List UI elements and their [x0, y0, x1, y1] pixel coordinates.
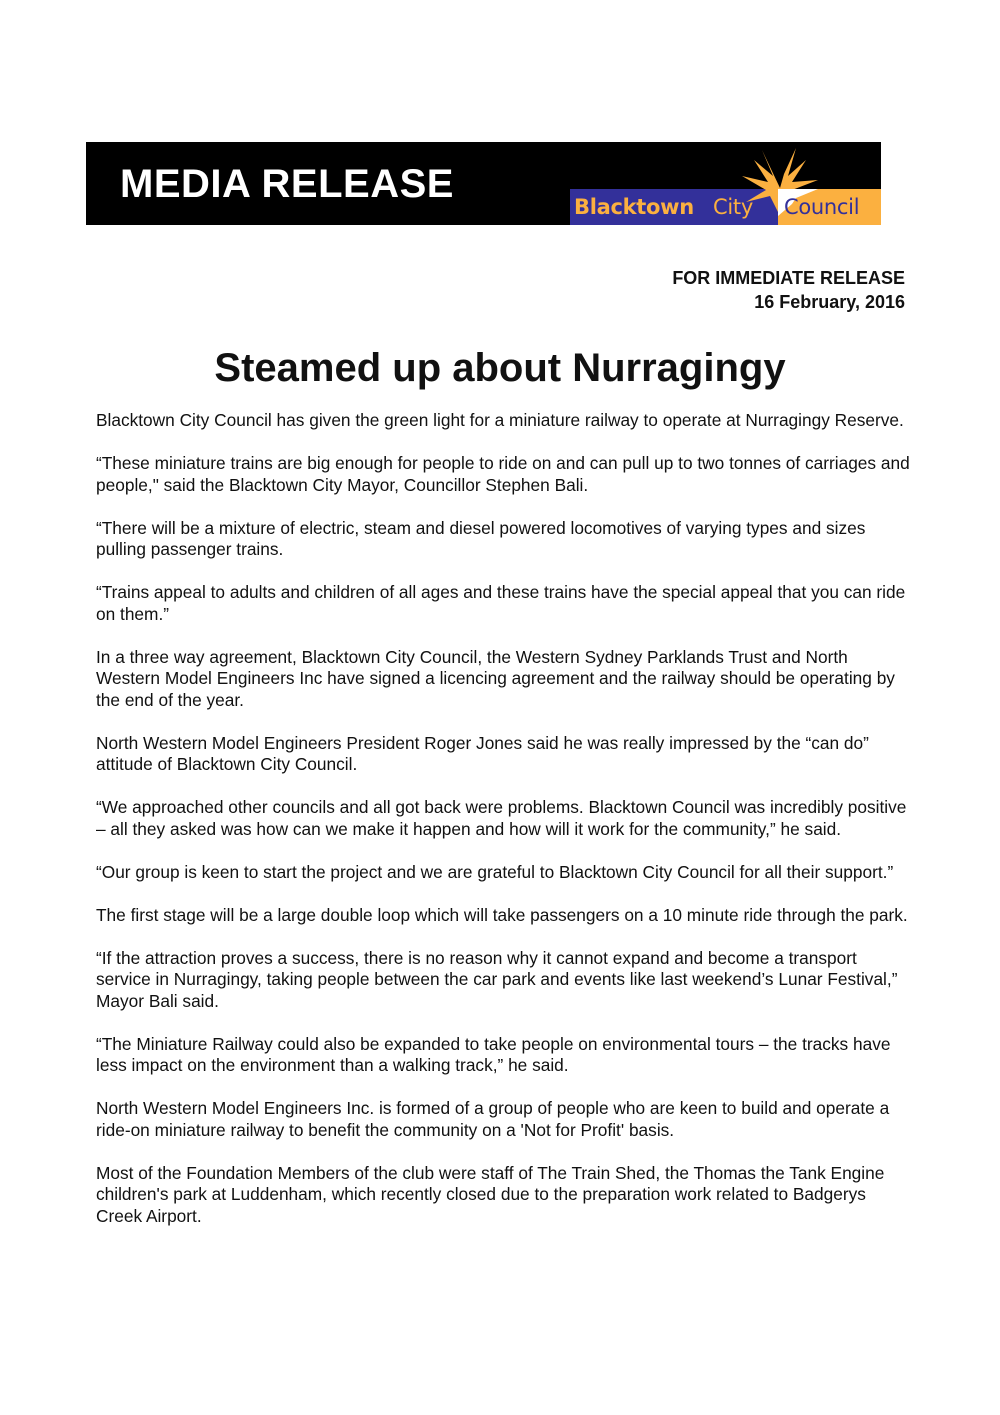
- release-info: [672, 266, 905, 314]
- paragraph: North Western Model Engineers President Roger Jones said he was really impressed by the “can do” attitude of Blacktown City Council.: [96, 732, 869, 774]
- release-date: 16 February, 2016: [754, 292, 905, 312]
- paragraph: “We approached other councils and all got back were problems. Blacktown Council was incredibly positive – all they asked was how can we make it happen and how will it work for the community,” he said.: [96, 797, 907, 839]
- paragraph: “If the attraction proves a success, there is no reason why it cannot expand and become a transport service in Nurragingy, taking people between the car park and events like last weekend’s Lunar Festival,” Mayor Bali said.: [96, 947, 898, 1011]
- paragraph: “There will be a mixture of electric, steam and diesel powered locomotives of varying types and sizes pulling passenger trains.: [96, 517, 866, 559]
- paragraph: The first stage will be a large double loop which will take passengers on a 10 minute ride through the park.: [96, 904, 908, 925]
- paragraph: In a three way agreement, Blacktown City Council, the Western Sydney Parklands Trust and North Western Model Engineers Inc have signed a licencing agreement and the railway should be operating by the end of the year.: [96, 646, 895, 710]
- banner-title: MEDIA RELEASE: [120, 162, 454, 206]
- logo-word-blacktown: Blacktown: [574, 195, 694, 219]
- media-release-banner: [86, 142, 881, 225]
- paragraph: “These miniature trains are big enough for people to ride on and can pull up to two tonnes of carriages and people," said the Blacktown City Mayor, Councillor Stephen Bali.: [96, 453, 910, 495]
- paragraph: “The Miniature Railway could also be expanded to take people on environmental tours – the tracks have less impact on the environment than a walking track,” he said.: [96, 1033, 891, 1075]
- paragraph: Most of the Foundation Members of the club were staff of The Train Shed, the Thomas the Tank Engine children's park at Luddenham, which recently closed due to the preparation work related to Badgerys Creek Airport.: [96, 1162, 885, 1226]
- logo-word-council: Council: [784, 195, 860, 219]
- paragraph: “Trains appeal to adults and children of all ages and these trains have the special appeal that you can ride on them.”: [96, 582, 906, 624]
- release-label: FOR IMMEDIATE RELEASE: [672, 268, 905, 288]
- article-title: Steamed up about Nurragingy: [214, 346, 786, 390]
- paragraph: North Western Model Engineers Inc. is formed of a group of people who are keen to build and operate a ride-on miniature railway to benefit the community on a 'Not for Profit' basis.: [96, 1098, 890, 1140]
- article-body: [96, 410, 916, 1249]
- logo-word-city: City: [713, 195, 753, 219]
- paragraph: Blacktown City Council has given the green light for a miniature railway to operate at Nurragingy Reserve.: [96, 410, 904, 430]
- paragraph: “Our group is keen to start the project and we are grateful to Blacktown City Council for all their support.”: [96, 861, 894, 882]
- council-logo: [570, 142, 881, 225]
